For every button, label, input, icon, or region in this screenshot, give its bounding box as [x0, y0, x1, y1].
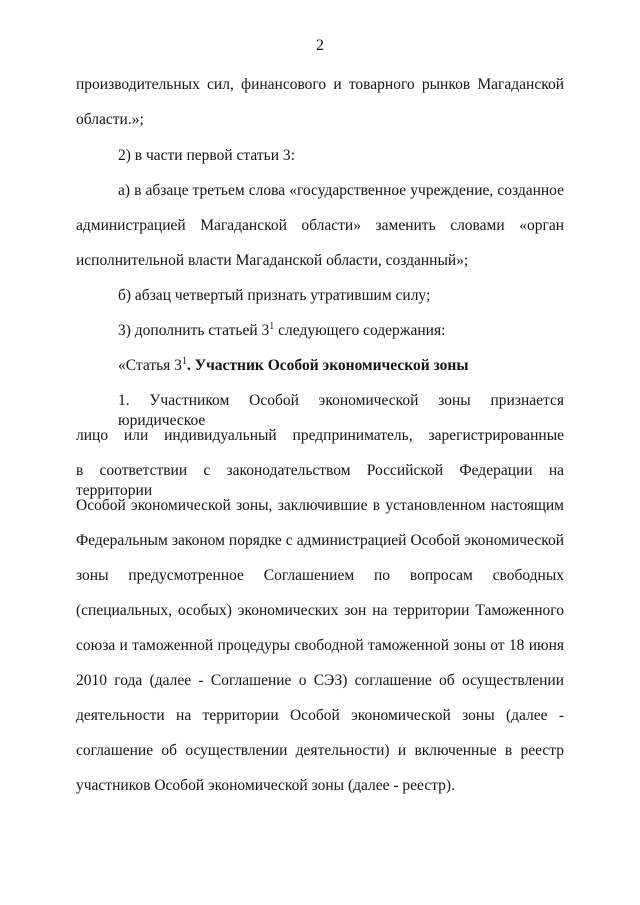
text-line-14: Федеральным законом порядке с администрацией Особой экономической [76, 532, 564, 549]
page-number: 2 [316, 37, 324, 54]
text-line-8 [118, 321, 445, 341]
text-line-16: (специальных, особых) экономических зон на территории Таможенного [76, 602, 564, 619]
text-line-19: деятельности на территории Особой экономической зоны (далее - [76, 707, 564, 724]
text-line-4: а) в абзаце третьем слова «государственное учреждение, созданное [118, 182, 564, 199]
superscript-index: 1 [269, 321, 275, 332]
article-heading-title: . Участник Особой экономической зоны [186, 357, 469, 374]
text-line-20: соглашение об осуществлении деятельности) и включенные в реестр [76, 742, 564, 759]
text-line-10: 1. Участником Особой экономической зоны признается юридическое [118, 392, 564, 429]
text-line-13: Особой экономической зоны, заключившие в установленном настоящим [76, 497, 564, 514]
text-line-21: участников Особой экономической зоны (далее - реестр). [76, 777, 455, 794]
superscript-index: 1 [181, 356, 187, 367]
text-line-11: лицо или индивидуальный предприниматель, зарегистрированные [76, 427, 564, 444]
article-heading-prefix: «Статья 3 [118, 357, 182, 374]
text-line-18: 2010 года (далее - Соглашение о СЭЗ) соглашение об осуществлении [76, 672, 564, 689]
text-line-1: производительных сил, финансового и товарного рынков Магаданской [76, 76, 564, 93]
text-line-7: б) абзац четвертый признать утратившим силу; [118, 287, 431, 304]
text-line-2: области.»; [76, 111, 144, 128]
text-line-6: исполнительной власти Магаданской области, созданный»; [76, 252, 469, 269]
text-line-5: администрацией Магаданской области» заменить словами «орган [76, 217, 564, 234]
text-line-17: союза и таможенной процедуры свободной таможенной зоны от 18 июня [76, 637, 564, 654]
text-line-8-part-1: 3) дополнить статьей 3 [118, 322, 270, 339]
article-heading [118, 356, 468, 376]
text-line-12: в соответствии с законодательством Российской Федерации на территории [76, 462, 564, 499]
text-line-8-part-2: следующего содержания: [274, 322, 446, 339]
text-line-3: 2) в части первой статьи 3: [118, 147, 295, 164]
text-line-15: зоны предусмотренное Соглашением по вопросам свободных [76, 567, 564, 584]
